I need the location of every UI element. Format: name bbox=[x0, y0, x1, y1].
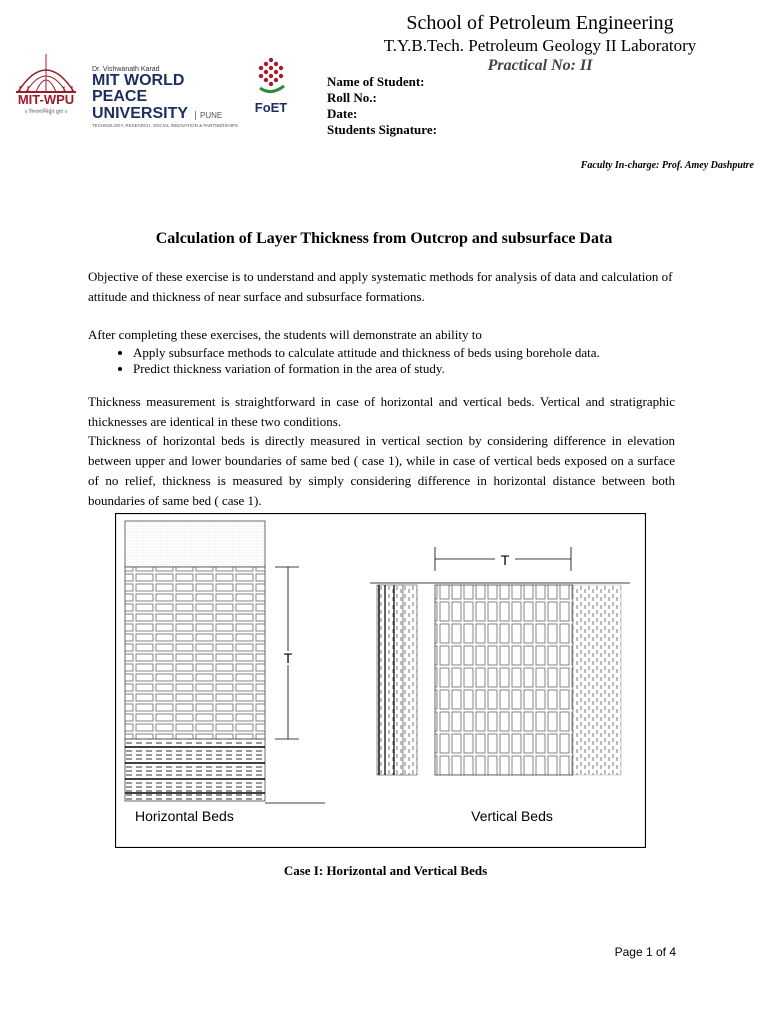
university-name-line2: UNIVERSITY bbox=[92, 105, 189, 122]
horizontal-thickness-label: T bbox=[283, 650, 293, 666]
university-tagline: TECHNOLOGY, RESEARCH, SOCIAL INNOVATION & PARTNERSHIPS bbox=[92, 123, 238, 128]
school-title: School of Petroleum Engineering bbox=[406, 12, 674, 34]
list-item: • Predict thickness variation of formation in the area of study. bbox=[133, 361, 675, 377]
vertical-beds-label: Vertical Beds bbox=[471, 808, 553, 824]
page-number: Page 1 of 4 bbox=[614, 945, 676, 959]
mit-wpu-label: MIT-WPU bbox=[17, 92, 75, 107]
thickness-paragraph-2: Thickness of horizontal beds is directly measured in vertical section by considering difference in elevation between upper and lower boundaries of same bed ( case 1), while in case of vertical beds exposed on a surface of no relief, thickness is measured by simply considering difference in horizontal distance between both boundaries of same bed ( case 1). bbox=[88, 433, 675, 508]
roll-number-field: Roll No.: bbox=[327, 90, 377, 105]
university-name-line1: MIT WORLD PEACE bbox=[92, 72, 185, 105]
university-wordmark bbox=[92, 66, 242, 128]
list-item: • Apply subsurface methods to calculate attitude and thickness of beds using borehole data. bbox=[133, 345, 675, 361]
foet-emblem-icon bbox=[246, 52, 296, 100]
horizontal-beds-label: Horizontal Beds bbox=[135, 808, 234, 824]
foet-logo bbox=[246, 52, 296, 118]
lab-title: T.Y.B.Tech. Petroleum Geology II Laboratory bbox=[383, 36, 697, 55]
beds-figure bbox=[115, 513, 646, 848]
objective-paragraph: Objective of these exercise is to understand and apply systematic methods for analysis of data and calculation of attitude and thickness of near surface and subsurface formations. bbox=[88, 269, 673, 304]
university-city: PUNE bbox=[195, 111, 222, 120]
mit-wpu-motto: ॥ विश्वशान्तिर्ध्रुवं ध्रुवा ॥ bbox=[24, 109, 68, 115]
outcomes-section bbox=[88, 325, 675, 377]
outcomes-intro: After completing these exercises, the students will demonstrate an ability to bbox=[88, 327, 482, 342]
outcomes-list bbox=[88, 345, 675, 377]
foet-label: FoET bbox=[254, 100, 288, 115]
founder-label: Dr. Vishwanath Karad bbox=[92, 66, 160, 73]
document-title: Calculation of Layer Thickness from Outcrop and subsurface Data bbox=[155, 230, 613, 247]
student-name-field: Name of Student: bbox=[327, 74, 425, 89]
mit-wpu-logo bbox=[8, 50, 84, 122]
thickness-paragraph-1: Thickness measurement is straightforward in case of horizontal and vertical beds. Vertical and stratigraphic thicknesses are identical in these two conditions. bbox=[88, 394, 675, 429]
signature-field: Students Signature: bbox=[327, 122, 437, 137]
faculty-in-charge: Faculty In-charge: Prof. Amey Dashputre bbox=[580, 160, 754, 171]
figure-caption: Case I: Horizontal and Vertical Beds bbox=[283, 863, 488, 878]
vertical-thickness-label: T bbox=[500, 552, 510, 568]
date-field: Date: bbox=[327, 106, 358, 121]
practical-number: Practical No: II bbox=[487, 57, 593, 74]
